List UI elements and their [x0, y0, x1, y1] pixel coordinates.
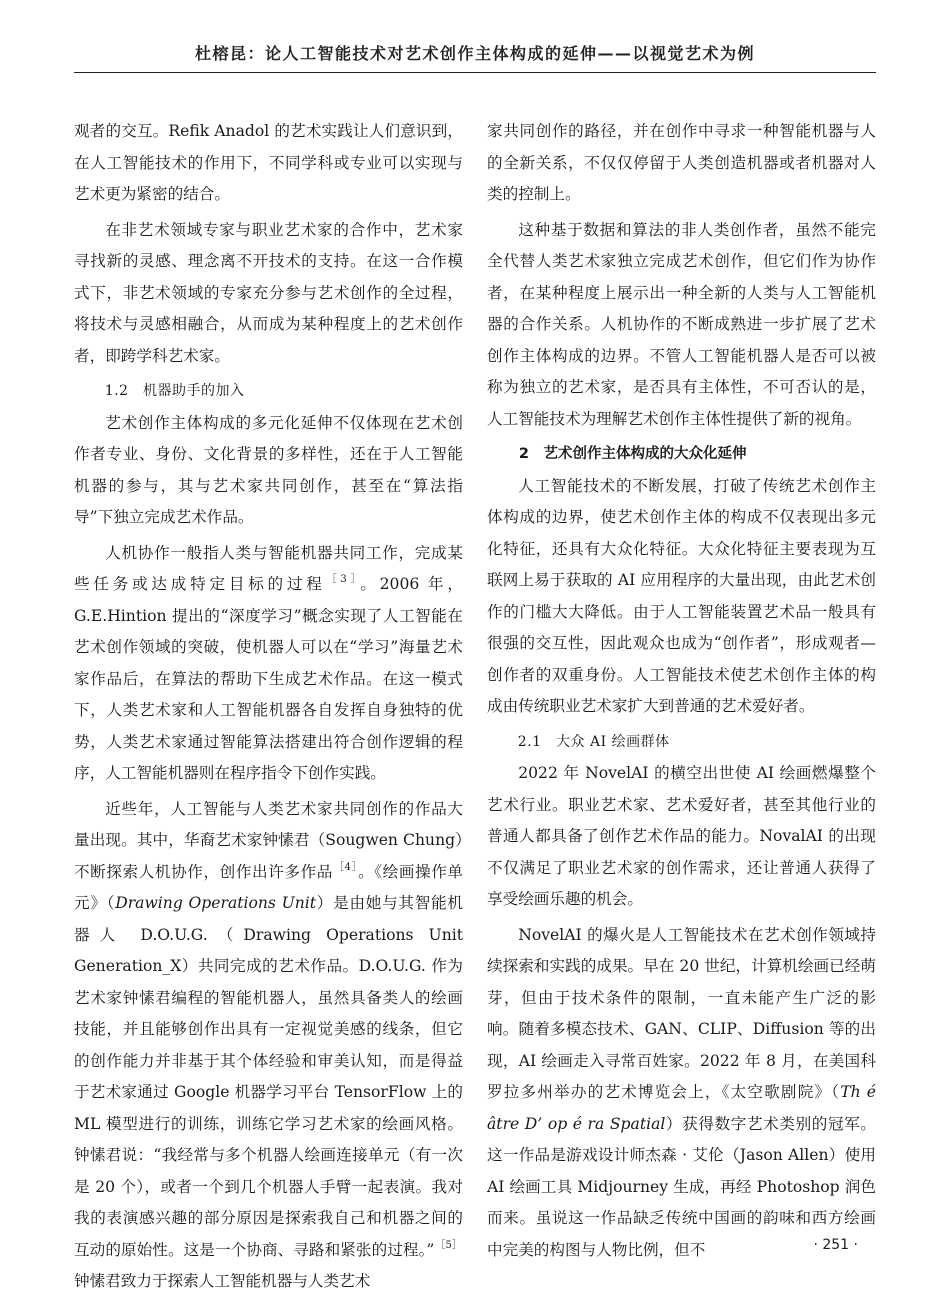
paragraph-text: NovelAI 的爆火是人工智能技术在艺术创作领域持续探索和实践的成果。早在 20 世纪，计算机绘画已经萌芽，但由于技术条件的限制，一直未能产生广泛的影响。随着多模态技术、GAN、CLIP、Diffusion 等的出现，AI 绘画走入寻常百姓家。2022 年 8 月，在美国科罗拉多州举办的艺术博览会上，《太空歌剧院》（: [487, 925, 876, 1101]
paragraph: 在非艺术领域专家与职业艺术家的合作中，艺术家寻找新的灵感、理念离不开技术的支持。在这一合作模式下，非艺术领域的专家充分参与艺术创作的全过程，将技术与灵感相融合，从而成为某种程度上的艺术创作者，即跨学科艺术家。: [74, 220, 463, 365]
paragraph-text: 人机协作一般指人类与智能机器共同工作，完成某些任务或达成特定目标的过程: [74, 543, 463, 593]
paragraph: 艺术创作主体构成的多元化延伸不仅体现在艺术创作者专业、身份、文化背景的多样性，还在于人工智能机器的参与，其与艺术家共同创作，甚至在“算法指导”下独立完成艺术作品。: [74, 413, 463, 526]
subsection-heading-1-2: 1.2 机器助手的加入: [104, 383, 245, 399]
paragraph-text: ）是由她与其智能机器人 D.O.U.G.（Drawing Operations Unit Generation_X）共同完成的艺术作品。D.O.U.G. 作为艺术家钟愫君编程的智能机器人，虽然具备类人的绘画技能，并且能够创作出具有一定视觉美感的线条，但它的创作能力并非基于其个体经验和审美认知，而是得益于艺术家通过 Google 机器学习平台 TensorFlow 上的 ML 模型进行的训练，训练它学习艺术家的绘画风格。钟愫君说：“我经常与多个机器人绘画连接单元（有一次是 20 个），或者一个到几个机器人手臂一起表演。我对我的表演感兴趣的部分原因是探索我自己和机器之间的互动的原始性。这是一个协商、寻路和紧张的过程。”: [74, 894, 463, 1259]
right-column: [487, 116, 876, 1266]
paragraph: 这种基于数据和算法的非人类创作者，虽然不能完全代替人类艺术家独立完成艺术创作，但它们作为协作者，在某种程度上展示出一种全新的人类与人工智能机器的合作关系。人机协作的不断成熟进一步扩展了艺术创作主体构成的边界。不管人工智能机器人是否可以被称为独立的艺术家，是否具有主体性，不可否认的是，人工智能技术为理解艺术创作主体性提供了新的视角。: [487, 220, 876, 428]
paragraph: 家共同创作的路径，并在创作中寻求一种智能机器与人的全新关系，不仅仅停留于人类创造机器或者机器对人类的控制上。: [487, 122, 876, 203]
paragraph-text: 近些年，人工智能与人类艺术家共同创作的作品大量出现。其中，华裔艺术家钟愫君（Sougwen Chung）不断探索人机协作，创作出许多作品: [74, 799, 463, 881]
section-heading-2: 2 艺术创作主体构成的大众化延伸: [518, 446, 747, 462]
citation-5: ［5］: [435, 1239, 462, 1251]
page-number: · 251 ·: [813, 1237, 858, 1253]
paragraph-text: 钟愫君致力于探索人工智能机器与人类艺术: [74, 1272, 371, 1290]
paragraph-text: 。2006 年，G.E.Hintion 提出的“深度学习”概念实现了人工智能在艺术创作领域的突破，使机器人可以在“学习”海量艺术家作品后，在算法的帮助下生成艺术作品。在这一模式下，人类艺术家和人工智能机器各自发挥自身独特的优势，人类艺术家通过智能算法搭建出符合创作逻辑的程序，人工智能机器则在程序指令下创作实践。: [74, 575, 463, 782]
paragraph-text: 。《绘画操作单元》（: [74, 862, 463, 912]
artwork-title-en: Th é âtre D’ op é ra Spatial: [487, 1083, 876, 1133]
subsection-heading-2-1: 2.1 大众 AI 绘画群体: [517, 733, 670, 750]
running-header: [74, 28, 876, 73]
paragraph: [74, 794, 463, 1298]
paragraph: 人工智能技术的不断发展，打破了传统艺术创作主体构成的边界，使艺术创作主体的构成不仅表现出多元化特征，还具有大众化特征。大众化特征主要表现为互联网上易于获取的 AI 应用程序的大量出现，由此艺术创作的门槛大大降低。由于人工智能装置艺术品一般具有很强的交互性，因此观众也成为“创作者”，形成观者—创作者的双重身份。人工智能技术使艺术创作主体的构成由传统职业艺术家扩大到普通的艺术爱好者。: [487, 476, 876, 715]
paragraph-text: ）获得数字艺术类别的冠军。这一作品是游戏设计师杰森 · 艾伦（Jason Allen）使用 AI 绘画工具 Midjourney 生成，再经 Photoshop 润色而来。虽说这一作品缺乏传统中国画的韵味和西方绘画中完美的构图与人物比例，但不: [487, 1114, 876, 1259]
citation-4: ［4］: [333, 861, 358, 873]
citation-3: ［3］: [326, 574, 360, 585]
paragraph: 观者的交互。Refik Anadol 的艺术实践让人们意识到，在人工智能技术的作用下，不同学科或专业可以实现与艺术更为紧密的结合。: [74, 122, 463, 203]
running-title: 杜榕昆：论人工智能技术对艺术创作主体构成的延伸——以视觉艺术为例: [194, 44, 755, 63]
paragraph: [487, 920, 876, 1267]
left-column: [74, 116, 463, 1298]
paragraph: 2022 年 NovelAI 的横空出世使 AI 绘画燃爆整个艺术行业。职业艺术家、艺术爱好者，甚至其他行业的普通人都具备了创作艺术作品的能力。NovalAI 的出现不仅满足了职业艺术家的创作需求，还让普通人获得了享受绘画乐趣的机会。: [487, 764, 876, 908]
paragraph: [74, 538, 463, 790]
artwork-title-en: Drawing Operations Unit: [115, 894, 317, 912]
